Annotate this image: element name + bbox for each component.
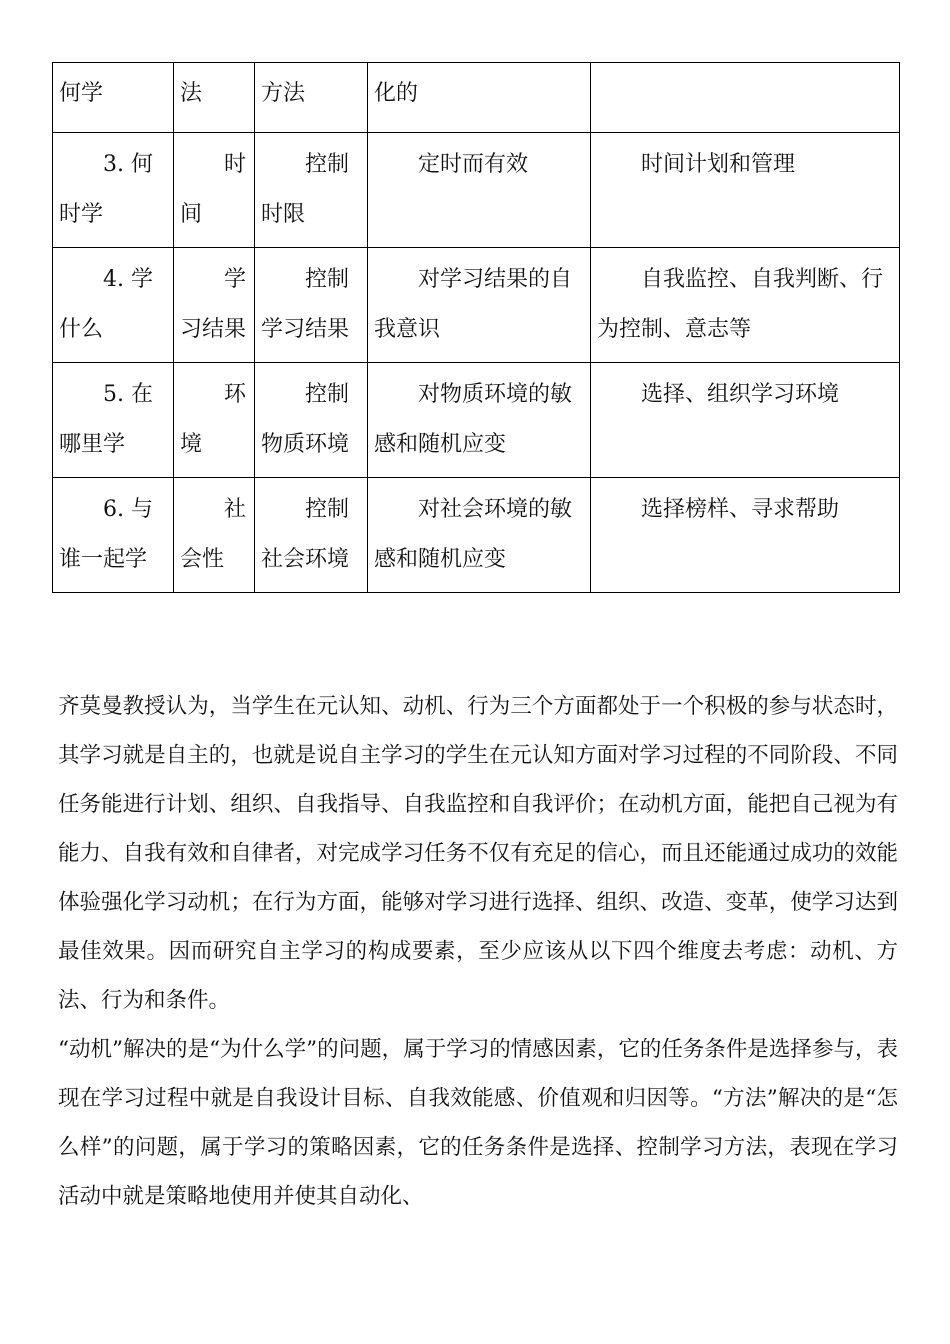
table-row <box>53 133 900 248</box>
table-row <box>53 63 900 133</box>
table-row <box>53 363 900 478</box>
table-cell: 6. 与谁一起学 <box>53 478 174 593</box>
table-cell: 学习结果 <box>174 248 255 363</box>
table-cell: 自我监控、自我判断、行为控制、意志等 <box>591 248 900 363</box>
table-cell: 对物质环境的敏感和随机应变 <box>368 363 591 478</box>
table-cell: 4. 学什么 <box>53 248 174 363</box>
table-cell: 环境 <box>174 363 255 478</box>
table-cell: 时间计划和管理 <box>591 133 900 248</box>
table-cell: 选择、组织学习环境 <box>591 363 900 478</box>
table-cell: 控制学习结果 <box>255 248 368 363</box>
table-cell: 5. 在哪里学 <box>53 363 174 478</box>
table-cell: 定时而有效 <box>368 133 591 248</box>
paragraph: 齐莫曼教授认为，当学生在元认知、动机、行为三个方面都处于一个积极的参与状态时，其学习就是自主的，也就是说自主学习的学生在元认知方面对学习过程的不同阶段、不同任务能进行计划、组织、自我指导、自我监控和自我评价；在动机方面，能把自己视为有能力、自我有效和自律者，对完成学习任务不仅有充足的信心，而且还能通过成功的效能体验强化学习动机；在行为方面，能够对学习进行选择、组织、改造、变革，使学习达到最佳效果。因而研究自主学习的构成要素，至少应该从以下四个维度去考虑：动机、方法、行为和条件。 <box>58 694 898 1013</box>
table-cell: 法 <box>174 63 255 133</box>
table-cell: 化的 <box>368 63 591 133</box>
table-row <box>53 248 900 363</box>
table-cell: 方法 <box>255 63 368 133</box>
table-cell: 3. 何时学 <box>53 133 174 248</box>
body-text <box>58 682 898 1221</box>
table-cell <box>591 63 900 133</box>
paragraph: “动机”解决的是“为什么学”的问题，属于学习的情感因素，它的任务条件是选择参与，表现在学习过程中就是自我设计目标、自我效能感、价值观和归因等。“方法”解决的是“怎么样”的问题，属于学习的策略因素，它的任务条件是选择、控制学习方法，表现在学习活动中就是策略地使用并使其自动化、 <box>58 1037 898 1209</box>
table-row <box>53 478 900 593</box>
table-cell: 控制物质环境 <box>255 363 368 478</box>
table-cell: 控制时限 <box>255 133 368 248</box>
table-cell: 社会性 <box>174 478 255 593</box>
table-cell: 选择榜样、寻求帮助 <box>591 478 900 593</box>
table-cell: 何学 <box>53 63 174 133</box>
table-cell: 对学习结果的自我意识 <box>368 248 591 363</box>
table-cell: 对社会环境的敏感和随机应变 <box>368 478 591 593</box>
table-cell: 控制社会环境 <box>255 478 368 593</box>
learning-dimensions-table <box>52 62 900 593</box>
table-cell: 时间 <box>174 133 255 248</box>
